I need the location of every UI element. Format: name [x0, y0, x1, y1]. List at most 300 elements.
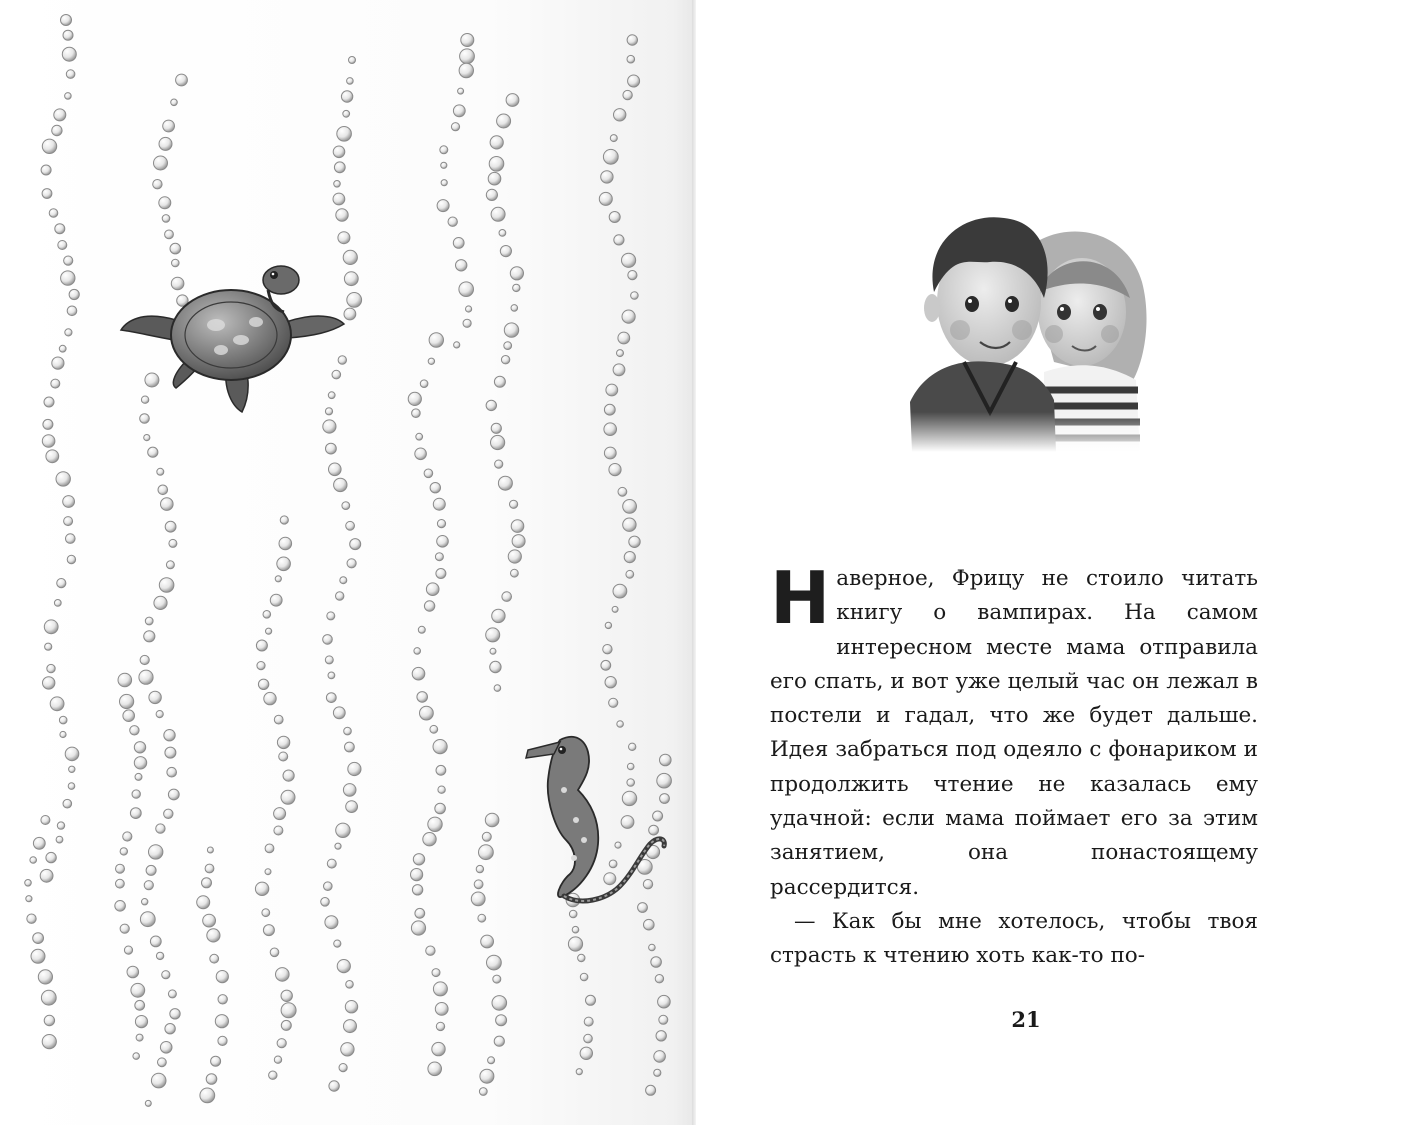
bubble — [412, 885, 422, 895]
bubble — [481, 935, 494, 948]
bubble — [218, 995, 227, 1004]
bubble — [624, 552, 635, 563]
bubble — [628, 75, 640, 87]
bubble — [479, 1088, 487, 1096]
bubble — [441, 162, 447, 168]
bubble — [57, 822, 64, 829]
bubble — [494, 376, 505, 387]
bubble — [263, 611, 271, 619]
bubble — [653, 811, 663, 821]
bubble — [323, 635, 333, 645]
bubble — [135, 773, 142, 780]
bubble — [430, 483, 440, 493]
bubble — [504, 323, 518, 337]
bubble — [334, 478, 347, 491]
bubble — [604, 423, 617, 436]
bubble — [202, 878, 212, 888]
bubble — [162, 215, 170, 223]
bubble — [651, 957, 662, 968]
bubble — [436, 569, 446, 579]
bubble — [610, 135, 617, 142]
bubble — [266, 628, 272, 634]
bubble — [488, 1057, 495, 1064]
bubble — [116, 879, 125, 888]
bubble — [277, 1039, 286, 1048]
bubble — [497, 114, 511, 128]
bubble — [498, 476, 512, 490]
bubble — [279, 752, 288, 761]
dropcap-letter: Н — [770, 556, 829, 640]
bubble — [64, 256, 73, 265]
bubble — [603, 645, 612, 654]
bubble — [627, 35, 637, 45]
bubble — [130, 808, 141, 819]
bubble — [346, 981, 354, 989]
bubble — [67, 555, 75, 563]
bubble — [613, 364, 625, 376]
bubble — [215, 1015, 228, 1028]
bubble — [412, 409, 421, 418]
bubble — [334, 181, 341, 188]
bubble — [176, 74, 188, 86]
bubble — [281, 1003, 296, 1018]
bubble — [159, 137, 172, 150]
bubble — [49, 209, 58, 218]
bubble — [156, 824, 165, 833]
bubble — [601, 171, 613, 183]
bubble — [333, 146, 345, 158]
bubble — [327, 612, 335, 620]
bubble — [479, 845, 494, 860]
bubble — [325, 408, 332, 415]
bubble — [347, 293, 362, 308]
bubble — [428, 1062, 442, 1076]
bubble — [415, 908, 425, 918]
bubble — [504, 342, 512, 350]
bubble — [500, 246, 511, 257]
bubble — [323, 420, 336, 433]
bubble — [148, 447, 158, 457]
bubble — [474, 880, 483, 889]
bubble — [265, 844, 274, 853]
bubble — [263, 925, 274, 936]
bubble — [436, 1022, 444, 1030]
bubble — [171, 99, 178, 106]
bubble — [42, 189, 52, 199]
bubble — [206, 1074, 217, 1085]
bubble — [68, 783, 75, 790]
bubble — [604, 404, 615, 415]
bubble — [586, 995, 596, 1005]
bubble — [644, 919, 655, 930]
bubble — [115, 901, 126, 912]
bubble — [324, 882, 333, 891]
bubble — [165, 1023, 175, 1033]
bubble — [496, 1015, 507, 1026]
bubble — [336, 823, 350, 837]
bubble — [423, 833, 436, 846]
bubble — [140, 414, 150, 424]
bubble — [622, 310, 635, 323]
bubble — [329, 1081, 339, 1091]
bubble — [277, 557, 291, 571]
bubble — [605, 677, 616, 688]
bubble — [43, 419, 53, 429]
paragraph-1 — [770, 556, 1258, 905]
bubble — [136, 1034, 143, 1041]
bubble — [344, 727, 352, 735]
bubble — [348, 762, 361, 775]
bubble — [120, 924, 129, 933]
bubble — [617, 350, 624, 357]
bubble — [333, 707, 345, 719]
turtle-icon — [121, 266, 344, 412]
bubble — [60, 731, 66, 737]
bubble — [135, 1000, 145, 1010]
bubble — [432, 969, 440, 977]
bubble — [134, 742, 145, 753]
bubble — [606, 384, 618, 396]
bubble — [168, 789, 179, 800]
bubble — [614, 109, 626, 121]
bubble — [478, 914, 486, 922]
body-text — [770, 556, 1258, 974]
bubble — [59, 716, 67, 724]
bubble — [47, 664, 55, 672]
bubble — [124, 946, 132, 954]
bubble — [44, 620, 58, 634]
bubble — [623, 90, 632, 99]
bubble — [62, 47, 76, 61]
bubble — [638, 903, 648, 913]
bubble — [420, 380, 428, 388]
bubble — [149, 691, 161, 703]
bubble — [120, 694, 134, 708]
seahorse-icon — [526, 737, 664, 901]
bubble — [502, 592, 512, 602]
bubble — [274, 826, 283, 835]
bubble — [599, 192, 612, 205]
bubble — [328, 672, 335, 679]
bubble — [132, 790, 140, 798]
bubble — [489, 157, 504, 172]
bubble — [118, 673, 132, 687]
bubble — [344, 308, 356, 320]
bubble — [140, 655, 149, 664]
bubble — [627, 763, 634, 770]
bubble — [334, 162, 345, 173]
bubble — [626, 570, 634, 578]
bubble — [454, 342, 460, 348]
bubble — [509, 500, 517, 508]
bubble — [151, 1073, 166, 1088]
bubble — [56, 472, 70, 486]
bubble — [492, 996, 507, 1011]
bubble — [65, 93, 72, 100]
bubble — [614, 235, 624, 245]
bubble — [628, 271, 637, 280]
bubble — [413, 854, 424, 865]
bubble — [326, 443, 337, 454]
bubble — [428, 358, 434, 364]
bubbles-illustration — [0, 0, 694, 1125]
bubble — [158, 1058, 167, 1067]
bubble — [336, 209, 348, 221]
bubble — [339, 1064, 347, 1072]
bubble — [466, 306, 472, 312]
bubble — [141, 396, 148, 403]
bubble — [437, 536, 449, 548]
paragraph-2: — Как бы мне хотелось, чтобы твоя страсть к чтению хоть как-то по- — [770, 908, 1258, 969]
bubble — [412, 667, 425, 680]
bubble — [349, 57, 356, 64]
bubble — [42, 139, 56, 153]
bubble — [343, 250, 357, 264]
bubble — [333, 193, 345, 205]
bubble — [30, 857, 37, 864]
bubble — [340, 577, 347, 584]
bubble — [172, 259, 180, 267]
bubble — [46, 450, 59, 463]
bubble — [159, 197, 171, 209]
bubble — [643, 880, 652, 889]
bubble — [54, 109, 66, 121]
bubble — [280, 516, 288, 524]
bubble — [476, 865, 483, 872]
bubble — [325, 916, 338, 929]
bubble — [609, 212, 620, 223]
bubble — [654, 1069, 661, 1076]
bubble — [158, 485, 168, 495]
left-page — [0, 0, 694, 1125]
bubble — [210, 954, 219, 963]
bubble — [459, 63, 473, 77]
bubble — [433, 498, 445, 510]
bubble — [50, 697, 64, 711]
bubble — [146, 865, 156, 875]
bubble — [218, 1036, 227, 1045]
bubble — [448, 217, 457, 226]
bubble — [329, 463, 342, 476]
bubble — [493, 975, 501, 983]
bubble — [281, 990, 292, 1001]
bubble — [623, 518, 636, 531]
bubble — [64, 517, 73, 526]
bubble — [609, 464, 621, 476]
bubble — [63, 30, 73, 40]
bubble — [437, 520, 445, 528]
bubble — [134, 757, 146, 769]
bubble — [572, 926, 579, 933]
bubble — [258, 679, 268, 689]
bubble — [279, 537, 292, 550]
bubble — [154, 156, 168, 170]
children-portrait-icon — [904, 212, 1154, 452]
bubble — [255, 882, 268, 895]
bubble — [601, 660, 611, 670]
bubble — [490, 661, 501, 672]
bubble — [139, 670, 153, 684]
bubble — [135, 1016, 147, 1028]
bubble — [336, 592, 344, 600]
bubble — [463, 319, 471, 327]
bubble — [66, 534, 76, 544]
bubble — [335, 843, 341, 849]
bubble — [617, 721, 624, 728]
bubble — [63, 496, 75, 508]
bubble — [660, 754, 672, 766]
bubble — [499, 230, 506, 237]
bubble — [162, 971, 170, 979]
bubble — [486, 189, 497, 200]
bubble — [424, 469, 433, 478]
bubble — [66, 70, 75, 79]
bubble — [326, 693, 336, 703]
bubble — [321, 898, 330, 907]
bubble — [58, 241, 67, 250]
bubble — [156, 711, 163, 718]
bubble — [153, 180, 162, 189]
bubble — [131, 983, 145, 997]
bubble — [654, 1051, 666, 1063]
bubble — [116, 864, 125, 873]
bubble — [200, 1088, 215, 1103]
bubble — [338, 356, 346, 364]
bubble — [426, 946, 435, 955]
bubble — [144, 435, 150, 441]
bubble — [345, 742, 355, 752]
bubble — [159, 578, 174, 593]
bubble — [430, 725, 438, 733]
bubble — [168, 990, 176, 998]
bubble — [623, 500, 637, 514]
bubble — [344, 272, 358, 286]
bubble — [65, 747, 79, 761]
bubble — [494, 685, 501, 692]
bubble — [144, 881, 153, 890]
bubble — [411, 921, 425, 935]
bubble — [171, 277, 184, 290]
bubble — [347, 78, 354, 85]
bubble — [270, 594, 282, 606]
bubble — [584, 1034, 593, 1043]
bubble — [207, 847, 213, 853]
bubble — [123, 710, 135, 722]
bubble — [621, 816, 634, 829]
bubble — [656, 1031, 666, 1041]
bubble — [40, 869, 53, 882]
bubble — [270, 948, 279, 957]
bubble — [491, 423, 501, 433]
bubble — [41, 990, 56, 1005]
bubble — [458, 88, 464, 94]
bubble — [67, 306, 77, 316]
bubble — [618, 332, 630, 344]
bubble — [429, 333, 443, 347]
bubble — [57, 579, 66, 588]
bubble — [471, 892, 485, 906]
bubble — [130, 726, 139, 735]
bubble — [440, 146, 448, 154]
bubble — [604, 873, 616, 885]
bubble — [609, 698, 618, 707]
bubble — [216, 971, 228, 983]
bubble — [441, 180, 447, 186]
bubble — [659, 1015, 668, 1024]
bubble — [486, 400, 496, 410]
bubble — [144, 631, 155, 642]
bubble — [145, 373, 159, 387]
bubble — [274, 808, 286, 820]
bubble — [207, 929, 220, 942]
bubble — [61, 271, 75, 285]
bubble — [164, 809, 173, 818]
bubble — [42, 435, 55, 448]
bubble — [164, 730, 175, 741]
bubble — [459, 282, 474, 297]
bubble — [627, 55, 635, 63]
bubble — [149, 845, 163, 859]
bubble — [578, 954, 585, 961]
bubble — [347, 559, 356, 568]
bubble — [345, 1001, 357, 1013]
bubble — [631, 292, 639, 300]
bubble — [605, 622, 611, 628]
bubble — [490, 136, 503, 149]
bubble — [269, 1071, 277, 1079]
bubble — [170, 243, 181, 254]
bubble — [510, 267, 523, 280]
bubble — [580, 1047, 592, 1059]
bubble — [52, 357, 64, 369]
bubble — [337, 960, 350, 973]
bubble — [424, 601, 434, 611]
bubble — [622, 791, 636, 805]
bubble — [436, 765, 446, 775]
bubble — [568, 937, 582, 951]
bubble — [346, 521, 355, 530]
bubble — [618, 487, 627, 496]
bubble — [660, 794, 670, 804]
bubble — [274, 1056, 281, 1063]
bubble — [325, 656, 333, 664]
bubble — [487, 955, 502, 970]
bubble — [486, 628, 500, 642]
bubble — [580, 973, 588, 981]
bubble — [433, 982, 447, 996]
bubble — [416, 433, 423, 440]
bubble — [205, 864, 214, 873]
bubble — [161, 498, 174, 511]
bubble — [482, 832, 491, 841]
bubble — [646, 1085, 656, 1095]
bubble — [490, 648, 496, 654]
bubble — [46, 852, 56, 862]
bubble — [165, 521, 176, 532]
bubble — [69, 289, 79, 299]
bubble — [44, 397, 54, 407]
bubble — [485, 813, 499, 827]
bubble — [414, 648, 421, 655]
bubble — [511, 520, 524, 533]
bubble — [123, 832, 132, 841]
bubble — [426, 583, 439, 596]
bubble — [649, 825, 659, 835]
bubble — [41, 165, 51, 175]
bubble — [38, 970, 52, 984]
bubble — [629, 743, 636, 750]
bubble — [492, 609, 505, 622]
